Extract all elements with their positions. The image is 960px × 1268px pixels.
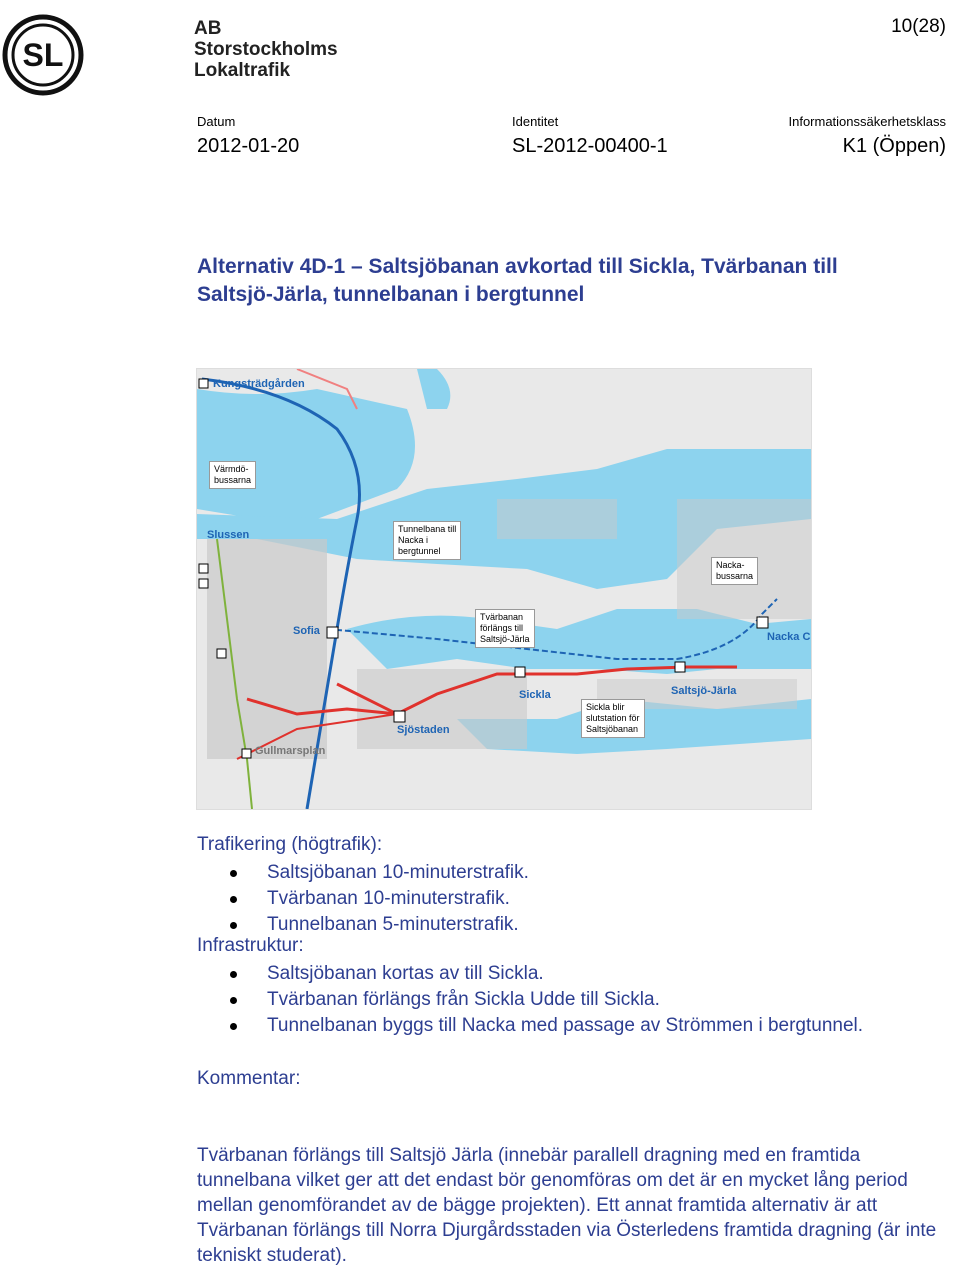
svg-text:SL: SL — [22, 37, 64, 73]
list-item: Tunnelbanan byggs till Nacka med passage av Strömmen i bergtunnel. — [197, 1013, 863, 1039]
map-label-nacka-bussarna — [711, 557, 758, 585]
map-label-sickla-note-line-2: slutstation för — [586, 713, 640, 723]
map-label-tunnelbana-note-line-1: Tunnelbana till — [398, 524, 457, 534]
map-label-tvarbanan-note — [475, 609, 535, 648]
company-line-2: Storstockholms — [194, 39, 338, 60]
traffic-heading: Trafikering (högtrafik): — [197, 834, 383, 855]
id-value: SL-2012-00400-1 — [512, 135, 668, 157]
title-line-1: Alternativ 4D-1 – Saltsjöbanan avkortad till Sickla, Tvärbanan till — [197, 255, 838, 278]
map-label-sofia: Sofia — [293, 625, 320, 637]
map-label-sickla-note-line-1: Sickla blir — [586, 702, 625, 712]
map-label-tunnelbana-note — [393, 521, 461, 560]
map-label-sickla-note-line-3: Saltsjöbanan — [586, 724, 639, 734]
list-item: Tvärbanan 10-minuterstrafik. — [197, 886, 529, 912]
map-label-slussen: Slussen — [207, 529, 250, 541]
map-label-tvarbanan-note-line-1: Tvärbanan — [480, 612, 524, 622]
route-map — [196, 368, 812, 810]
map-label-nacka-bussarna-line-1: Nacka- — [716, 560, 745, 570]
map-label-gullmarsplan: Gullmarsplan — [255, 745, 326, 757]
map-label-nacka-bussarna-line-2: bussarna — [716, 571, 754, 581]
map-label-nacka-c: Nacka C — [767, 631, 811, 643]
map-label-saltsjo-jarla: Saltsjö-Järla — [671, 685, 737, 697]
map-label-tvarbanan-note-line-3: Saltsjö-Järla — [480, 634, 530, 644]
comment-heading: Kommentar: — [197, 1068, 301, 1089]
map-label-tunnelbana-note-line-3: bergtunnel — [398, 546, 441, 556]
list-item: Tunnelbanan 5-minuterstrafik. — [197, 912, 529, 938]
list-item: Saltsjöbanan 10-minuterstrafik. — [197, 860, 529, 886]
map-label-sickla-note — [581, 699, 645, 738]
map-label-varmdo — [209, 461, 256, 489]
sl-logo — [2, 14, 84, 96]
date-label: Datum — [197, 114, 236, 129]
list-item: Tvärbanan förlängs från Sickla Udde till Sickla. — [197, 987, 863, 1013]
map-label-sjostaden: Sjöstaden — [397, 724, 450, 736]
date-value: 2012-01-20 — [197, 135, 300, 157]
route-map-svg — [197, 369, 811, 809]
page-title — [197, 253, 937, 309]
id-label: Identitet — [512, 114, 559, 129]
comment-text: Tvärbanan förlängs till Saltsjö Järla (innebär parallell dragning med en framtida tunnelbana vilket ger att det endast bör genomföras om det är en mycket lång period mellan genomförandet av de bägge projekten). Ett annat framtida alternativ är att Tvärbanan förlängs till Norra Djurgårdsstaden via Österledens framtida dragning (är inte tekniskt studerat). — [197, 1145, 937, 1266]
infra-heading: Infrastruktur: — [197, 935, 304, 956]
company-line-1: AB — [194, 18, 222, 39]
company-name — [194, 18, 338, 81]
title-line-2: Saltsjö-Järla, tunnelbanan i bergtunnel — [197, 283, 585, 306]
traffic-list — [197, 860, 529, 938]
map-label-tvarbanan-note-line-2: förlängs till — [480, 623, 524, 633]
map-label-sickla: Sickla — [519, 689, 551, 701]
company-line-3: Lokaltrafik — [194, 60, 291, 81]
class-label: Informationssäkerhetsklass — [788, 114, 946, 129]
map-label-varmdo-line-2: bussarna — [214, 475, 252, 485]
map-label-kungstradgarden: Kungsträdgården — [213, 378, 305, 390]
class-value: K1 (Öppen) — [842, 135, 946, 157]
map-label-varmdo-line-1: Värmdö- — [214, 464, 249, 474]
list-item: Saltsjöbanan kortas av till Sickla. — [197, 961, 863, 987]
page-number: 10(28) — [891, 16, 946, 37]
infra-list — [197, 961, 863, 1039]
map-label-tunnelbana-note-line-2: Nacka i — [398, 535, 429, 545]
